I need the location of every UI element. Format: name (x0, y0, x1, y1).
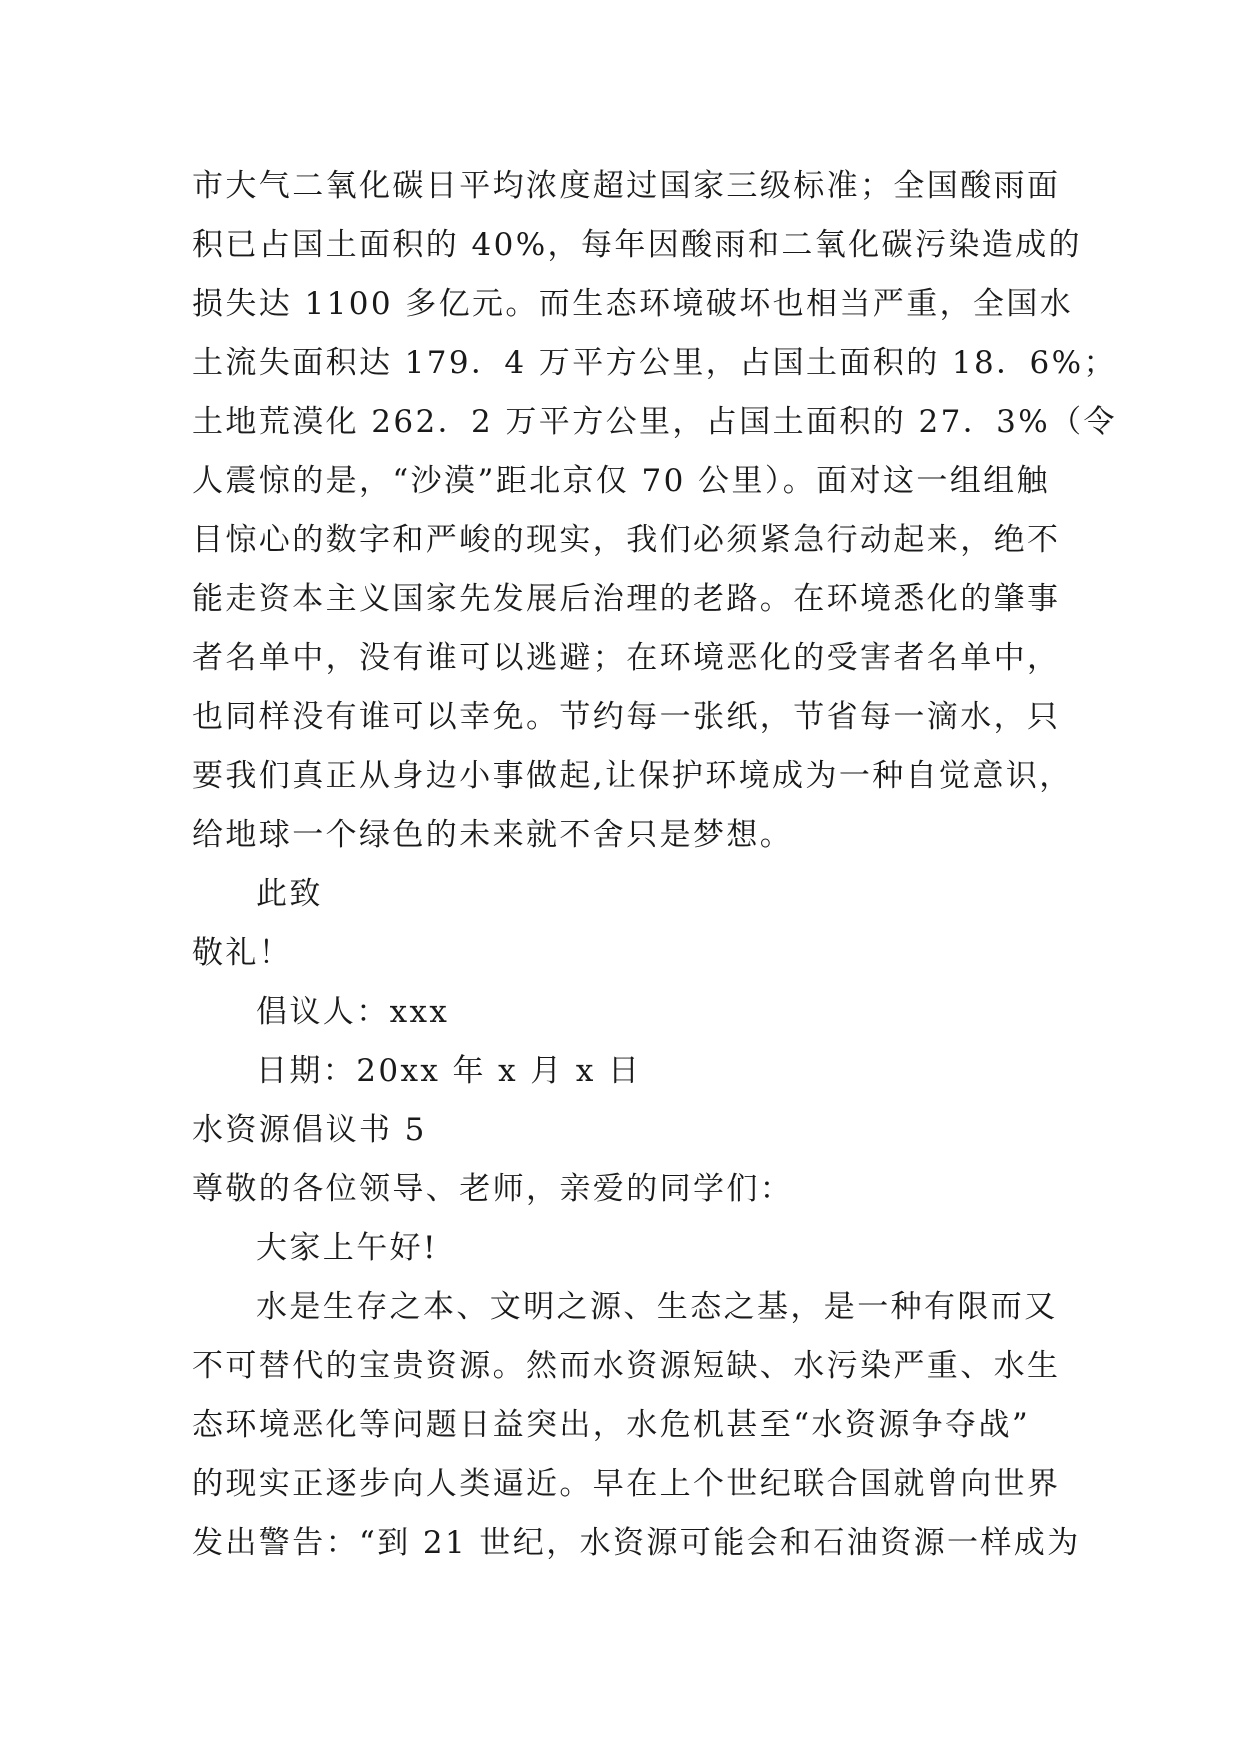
document-line: 给地球一个绿色的未来就不舍只是梦想。 (192, 817, 794, 853)
document-line: 能走资本主义国家先发展后治理的老路。在环境悉化的肇事 (192, 581, 1061, 617)
document-line: 的现实正逐步向人类逼近。早在上个世纪联合国就曾向世界 (192, 1466, 1061, 1502)
document-line: 市大气二氧化碳日平均浓度超过国家三级标准；全国酸雨面 (192, 168, 1061, 204)
document-line: 要我们真正从身边小事做起,让保护环境成为一种自觉意识， (192, 758, 1073, 794)
document-line: 大家上午好! (256, 1230, 438, 1266)
document-line: 日期：20xx 年 x 月 x 日 (256, 1053, 642, 1089)
document-body (192, 157, 1117, 1573)
document-line: 水资源倡议书 5 (192, 1112, 427, 1148)
document-line: 目惊心的数字和严峻的现实，我们必须紧急行动起来，绝不 (192, 522, 1061, 558)
document-line: 不可替代的宝贵资源。然而水资源短缺、水污染严重、水生 (192, 1348, 1061, 1384)
document-line: 土地荒漠化 262．2 万平方公里，占国土面积的 27．3%（令 (192, 404, 1117, 440)
document-line: 人震惊的是，“沙漠”距北京仅 70 公里）。面对这一组组触 (192, 463, 1050, 499)
document-line: 此致 (256, 876, 323, 912)
document-line: 者名单中，没有谁可以逃避；在环境恶化的受害者名单中， (192, 640, 1061, 676)
document-line: 尊敬的各位领导、老师，亲爱的同学们： (192, 1171, 794, 1207)
document-line: 敬礼！ (192, 935, 293, 971)
document-line: 积已占国土面积的 40%，每年因酸雨和二氧化碳污染造成的 (192, 227, 1082, 263)
document-line: 态环境恶化等问题日益突出，水危机甚至“水资源争夺战” (192, 1407, 1031, 1443)
document-line: 也同样没有谁可以幸免。节约每一张纸，节省每一滴水，只 (192, 699, 1061, 735)
document-line: 倡议人：xxx (256, 994, 450, 1030)
document-line: 损失达 1100 多亿元。而生态环境破坏也相当严重，全国水 (192, 286, 1074, 322)
document-line: 水是生存之本、文明之源、生态之基，是一种有限而又 (256, 1289, 1058, 1325)
document-line: 发出警告：“到 21 世纪，水资源可能会和石油资源一样成为 (192, 1525, 1081, 1561)
document-line: 土流失面积达 179．4 万平方公里，占国土面积的 18．6%； (192, 345, 1117, 381)
